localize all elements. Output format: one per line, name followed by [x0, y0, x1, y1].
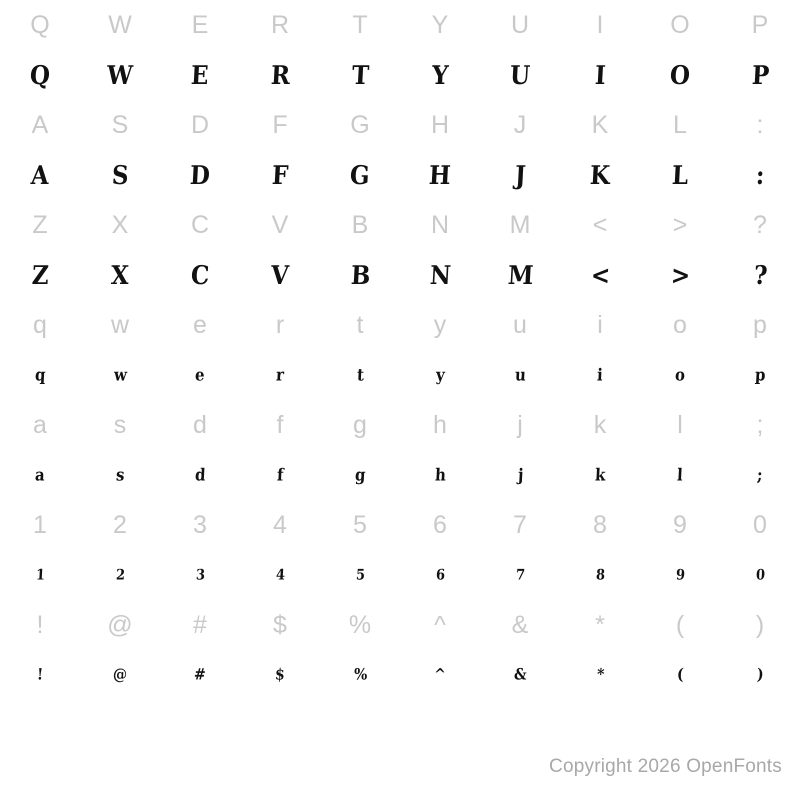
glyph-inner: j [517, 464, 524, 485]
key-character: M [509, 210, 531, 239]
key-character: g [353, 410, 367, 439]
glyph-character [0, 450, 80, 500]
key-character: w [110, 310, 130, 339]
glyph-inner: > [669, 259, 691, 291]
glyph-character [640, 150, 720, 200]
key-character: f [276, 410, 284, 439]
key-character: ) [755, 610, 765, 639]
glyph-inner: M [506, 259, 534, 291]
copyright-notice: Copyright 2026 OpenFonts [549, 756, 782, 777]
glyph-character [480, 350, 560, 400]
key-character: I [596, 10, 604, 39]
glyph-inner: $ [274, 666, 286, 684]
key-character: X [111, 210, 129, 239]
glyph-inner: J [514, 159, 526, 191]
glyph-inner: # [193, 666, 207, 684]
glyph-character [160, 350, 240, 400]
glyph-character [560, 250, 640, 300]
key-character: @ [107, 610, 133, 639]
glyph-inner: L [671, 159, 689, 191]
key-character: # [193, 610, 207, 639]
key-character: F [272, 110, 288, 139]
glyph-character [400, 350, 480, 400]
key-character: 4 [273, 510, 287, 539]
glyph-inner: : [755, 159, 765, 191]
glyph-character [80, 450, 160, 500]
glyph-inner: ( [676, 666, 684, 684]
key-character: q [33, 310, 47, 339]
key-character: s [113, 410, 127, 439]
key-character: N [430, 210, 450, 239]
glyph-inner: 7 [515, 566, 525, 584]
key-character: T [352, 10, 368, 39]
glyph-character [560, 350, 640, 400]
glyph-character [400, 650, 480, 700]
glyph-character [0, 150, 80, 200]
glyph-inner: F [271, 159, 289, 191]
glyph-character [0, 250, 80, 300]
glyph-inner: I [594, 59, 606, 91]
glyph-inner: ; [756, 464, 764, 485]
key-character: Q [30, 10, 50, 39]
glyph-inner: Y [431, 59, 449, 91]
glyph-character [160, 650, 240, 700]
glyph-character [640, 350, 720, 400]
glyph-inner: i [596, 364, 604, 385]
glyph-inner: a [34, 464, 46, 485]
glyph-inner: Z [31, 259, 49, 291]
glyph-inner: S [111, 159, 129, 191]
key-character: E [191, 10, 209, 39]
glyph-character [320, 250, 400, 300]
glyph-inner: l [676, 464, 684, 485]
glyph-inner: D [189, 159, 211, 191]
key-character: ( [675, 610, 685, 639]
glyph-inner: 0 [755, 566, 765, 584]
key-character: Z [32, 210, 48, 239]
glyph-character [720, 250, 800, 300]
glyph-character [240, 450, 320, 500]
glyph-character [720, 150, 800, 200]
glyph-character [0, 550, 80, 600]
key-character: P [751, 10, 769, 39]
glyph-inner: % [353, 666, 367, 684]
glyph-inner: * [596, 666, 604, 684]
glyph-character [560, 650, 640, 700]
glyph-character [160, 450, 240, 500]
key-character: ; [756, 410, 764, 439]
key-character: ! [36, 610, 44, 639]
glyph-character [80, 50, 160, 100]
glyph-character [720, 550, 800, 600]
glyph-inner: w [113, 364, 127, 385]
glyph-inner: ! [36, 666, 44, 684]
key-character: ^ [434, 610, 446, 639]
key-character: Y [431, 10, 449, 39]
key-character: * [595, 610, 605, 639]
key-character: 9 [673, 510, 687, 539]
glyph-character [400, 150, 480, 200]
key-character: O [670, 10, 690, 39]
key-character: V [271, 210, 289, 239]
glyph-character [480, 50, 560, 100]
glyph-character [480, 650, 560, 700]
key-character: % [348, 610, 372, 639]
glyph-inner: R [269, 59, 291, 91]
glyph-inner: 5 [355, 566, 365, 584]
glyph-character [400, 450, 480, 500]
key-character: K [591, 110, 609, 139]
key-character: 7 [513, 510, 527, 539]
key-character: o [673, 310, 687, 339]
glyph-inner: 3 [195, 566, 205, 584]
key-character: d [193, 410, 207, 439]
glyph-inner: g [354, 464, 366, 485]
key-character: H [430, 110, 450, 139]
key-character: J [513, 110, 527, 139]
key-character: r [275, 310, 285, 339]
glyph-inner: C [190, 259, 210, 291]
glyph-inner: X [110, 259, 130, 291]
glyph-character [320, 650, 400, 700]
key-character: C [190, 210, 210, 239]
key-character: t [356, 310, 364, 339]
key-character: a [33, 410, 47, 439]
glyph-character [480, 150, 560, 200]
glyph-inner: O [669, 59, 691, 91]
glyph-character [560, 150, 640, 200]
key-character: p [753, 310, 767, 339]
key-character: R [270, 10, 290, 39]
key-character: u [513, 310, 527, 339]
key-character: k [593, 410, 607, 439]
glyph-inner: o [674, 364, 686, 385]
glyph-character [320, 350, 400, 400]
key-character: D [190, 110, 210, 139]
glyph-character [400, 50, 480, 100]
glyph-character [240, 250, 320, 300]
glyph-inner: 4 [275, 566, 285, 584]
glyph-character [240, 50, 320, 100]
glyph-character [560, 50, 640, 100]
glyph-character [160, 150, 240, 200]
glyph-character [160, 550, 240, 600]
glyph-inner: k [594, 464, 606, 485]
glyph-inner: H [428, 159, 452, 191]
key-character: 5 [353, 510, 367, 539]
key-character: : [756, 110, 764, 139]
glyph-character [640, 250, 720, 300]
glyph-character [560, 550, 640, 600]
glyph-character [80, 250, 160, 300]
glyph-character [320, 50, 400, 100]
glyph-inner: ) [756, 666, 764, 684]
glyph-inner: W [106, 59, 134, 91]
glyph-inner: 9 [675, 566, 685, 584]
glyph-character [720, 650, 800, 700]
key-character: S [111, 110, 129, 139]
glyph-inner: Q [29, 59, 51, 91]
glyph-inner: p [754, 364, 766, 385]
key-character: 0 [753, 510, 767, 539]
glyph-character [640, 450, 720, 500]
glyph-inner: q [34, 364, 46, 385]
glyph-inner: ? [752, 259, 768, 291]
glyph-character [320, 150, 400, 200]
glyph-inner: 2 [115, 566, 125, 584]
key-character: 8 [593, 510, 607, 539]
glyph-inner: E [190, 59, 210, 91]
key-character: 2 [113, 510, 127, 539]
key-character: h [433, 410, 447, 439]
glyph-inner: f [276, 464, 284, 485]
glyph-character [400, 250, 480, 300]
glyph-inner: V [270, 259, 290, 291]
key-character: y [433, 310, 447, 339]
key-character: B [351, 210, 369, 239]
glyph-inner: t [356, 364, 364, 385]
glyph-character [160, 50, 240, 100]
glyph-inner: < [589, 259, 611, 291]
glyph-inner: @ [112, 666, 128, 684]
glyph-inner: 1 [35, 566, 45, 584]
glyph-inner: G [349, 159, 371, 191]
glyph-character [160, 250, 240, 300]
glyph-character [0, 50, 80, 100]
key-character: A [31, 110, 49, 139]
glyph-inner: ^ [433, 666, 447, 684]
glyph-character [560, 450, 640, 500]
glyph-inner: U [509, 59, 531, 91]
glyph-character [720, 350, 800, 400]
key-character: < [592, 210, 608, 239]
key-character: ? [753, 210, 767, 239]
key-character: 1 [33, 510, 47, 539]
glyph-character [240, 550, 320, 600]
glyph-character [80, 150, 160, 200]
glyph-inner: s [115, 464, 125, 485]
glyph-character [320, 450, 400, 500]
glyph-inner: & [513, 666, 527, 684]
glyph-character [0, 650, 80, 700]
key-character: j [517, 410, 523, 439]
glyph-inner: N [428, 259, 452, 291]
glyph-character [720, 50, 800, 100]
glyph-inner: 8 [595, 566, 605, 584]
glyph-character [240, 350, 320, 400]
glyph-character [80, 650, 160, 700]
glyph-inner: A [30, 159, 50, 191]
glyph-character [480, 550, 560, 600]
glyph-character [0, 350, 80, 400]
glyph-inner: y [435, 364, 445, 385]
glyph-inner: h [434, 464, 446, 485]
key-character: i [597, 310, 603, 339]
glyph-character [640, 650, 720, 700]
glyph-inner: d [194, 464, 206, 485]
key-character: U [510, 10, 530, 39]
glyph-character [240, 150, 320, 200]
key-character: G [350, 110, 370, 139]
glyph-inner: 6 [435, 566, 445, 584]
glyph-inner: u [514, 364, 526, 385]
key-character: L [673, 110, 687, 139]
key-character: W [108, 10, 132, 39]
key-character: $ [273, 610, 287, 639]
key-character: > [672, 210, 688, 239]
glyph-character [720, 450, 800, 500]
glyph-character [320, 550, 400, 600]
key-character: l [677, 410, 683, 439]
glyph-character [640, 50, 720, 100]
glyph-inner: B [349, 259, 371, 291]
glyph-character [80, 550, 160, 600]
glyph-inner: T [350, 59, 370, 91]
glyph-inner: K [589, 159, 611, 191]
key-character: 6 [433, 510, 447, 539]
key-character: & [511, 610, 529, 639]
glyph-character [240, 650, 320, 700]
key-character: e [193, 310, 207, 339]
glyph-character [480, 450, 560, 500]
key-character: 3 [193, 510, 207, 539]
glyph-character [80, 350, 160, 400]
glyph-character [640, 550, 720, 600]
glyph-inner: e [194, 364, 206, 385]
glyph-inner: r [275, 364, 285, 385]
glyph-inner: P [750, 59, 770, 91]
glyph-character [400, 550, 480, 600]
glyph-character [480, 250, 560, 300]
